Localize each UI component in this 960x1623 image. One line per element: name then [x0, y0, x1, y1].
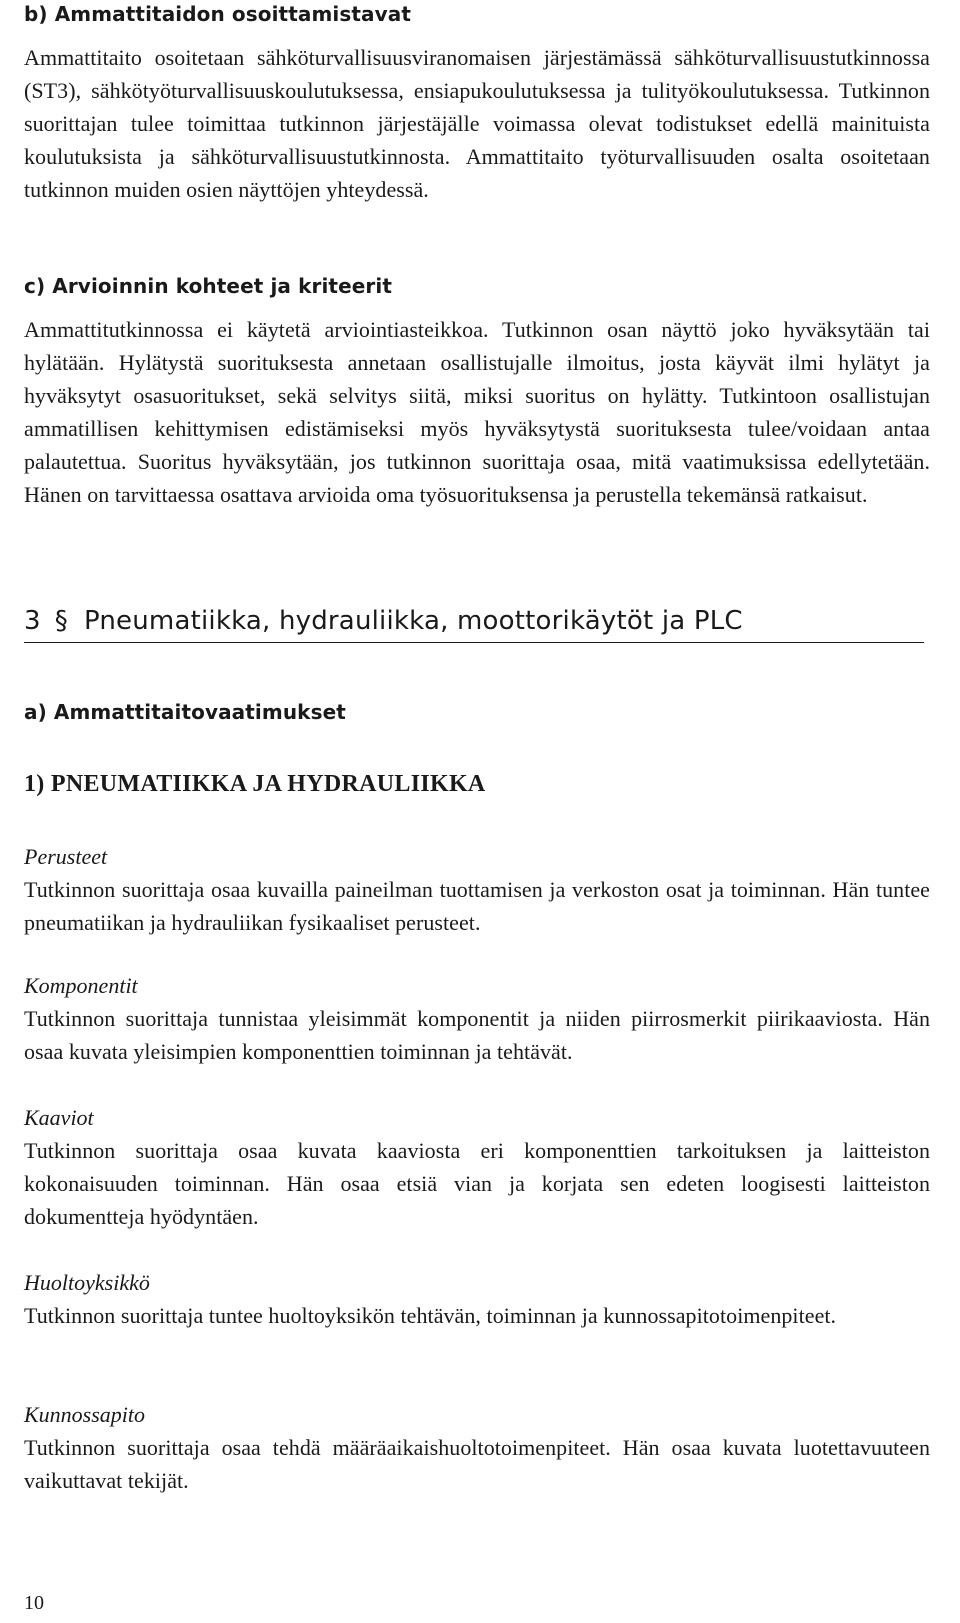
topic-komponentit [24, 969, 930, 1068]
topic-label: Kaaviot [24, 1105, 94, 1130]
section-3-heading [24, 606, 924, 643]
topic-label: Kunnossapito [24, 1402, 146, 1427]
section-number: 3 [24, 606, 41, 636]
topic-label: Komponentit [24, 973, 138, 998]
section-c-heading: c) Arvioinnin kohteet ja kriteerit [24, 274, 392, 298]
topic-kunnossapito [24, 1398, 930, 1497]
section-symbol: § [54, 606, 68, 636]
topic-text: Tutkinnon suorittaja osaa kuvata kaaviosta eri komponenttien tarkoituksen ja laitteiston kokonaisuuden toiminnan. Hän osaa etsiä vian ja korjata sen edeten loogisesti laitteiston dokumentteja hyödyntäen. [24, 1138, 930, 1229]
page-number: 10 [24, 1592, 44, 1614]
topic-text: Tutkinnon suorittaja osaa kuvailla paineilman tuottamisen ja verkoston osat ja toiminnan. Hän tuntee pneumatiikan ja hydrauliikan fysikaaliset perusteet. [24, 877, 930, 935]
section-title: Pneumatiikka, hydrauliikka, moottorikäytöt ja PLC [83, 606, 743, 636]
topic-perusteet [24, 840, 930, 939]
section-c-paragraph: Ammattitutkinnossa ei käytetä arviointiasteikkoa. Tutkinnon osan näyttö joko hyväksytään tai hylätään. Hylätystä suorituksesta annetaan osallistujalle ilmoitus, josta käyvät ilmi hylätyt ja hyväksytyt osasuoritukset, sekä selvitys siitä, miksi suoritus on hylätty. Tutkintoon osallistujan ammatillisen kehittymisen edistämiseksi myös hyväksytystä suorituksesta tulee/voidaan antaa palautettua. Suoritus hyväksytään, jos tutkinnon suorittaja osaa, mitä vaatimuksissa edellytetään. Hänen on tarvittaessa osattava arvioida oma työsuorituksensa ja perustella tekemänsä ratkaisut. [24, 317, 930, 507]
section-b-heading: b) Ammattitaidon osoittamistavat [24, 2, 412, 26]
topic-huoltoyksikko [24, 1266, 930, 1332]
topic-text: Tutkinnon suorittaja tuntee huoltoyksikön tehtävän, toiminnan ja kunnossapitotoimenpiteet. [24, 1303, 837, 1328]
topic-label: Perusteet [24, 844, 108, 869]
topic-text: Tutkinnon suorittaja tunnistaa yleisimmät komponentit ja niiden piirrosmerkit piirikaaviosta. Hän osaa kuvata yleisimpien komponenttien toiminnan ja tehtävät. [24, 1006, 930, 1064]
subsection-1-heading: 1) PNEUMATIIKKA JA HYDRAULIIKKA [24, 771, 486, 797]
topic-text: Tutkinnon suorittaja osaa tehdä määräaikaishuoltotoimenpiteet. Hän osaa kuvata luotettavuuteen vaikuttavat tekijät. [24, 1435, 930, 1493]
section-b-paragraph: Ammattitaito osoitetaan sähköturvallisuusviranomaisen järjestämässä sähköturvallisuustutkinnossa (ST3), sähkötyöturvallisuuskoulutuksessa, ensiapukoulutuksessa ja tulityökoulutuksessa. Tutkinnon suorittajan tulee toimittaa tutkinnon järjestäjälle voimassa olevat todistukset edellä mainituista koulutuksista ja sähköturvallisuustutkinnosta. Ammattitaito työturvallisuuden osalta osoitetaan tutkinnon muiden osien näyttöjen yhteydessä. [24, 45, 930, 202]
topic-label: Huoltoyksikkö [24, 1270, 150, 1295]
section-a-heading: a) Ammattitaitovaatimukset [24, 700, 346, 724]
topic-kaaviot [24, 1101, 930, 1233]
